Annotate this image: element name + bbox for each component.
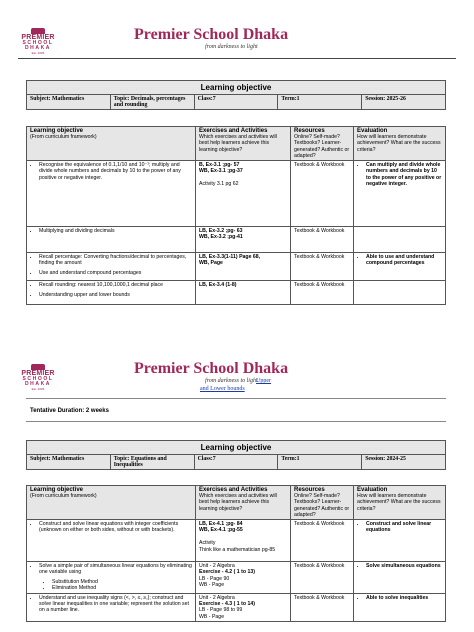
- tentative-duration: Tentative Duration: 2 weeks: [30, 408, 109, 414]
- upper-lower-bounds-link[interactable]: Upper and Lower bounds: [200, 378, 271, 392]
- session-cell: Session: 2025-26: [362, 95, 446, 110]
- school-logo: PREMIER SCHOOL DHAKA Est. 2005: [18, 28, 58, 55]
- school-motto: from darkness to light: [205, 44, 258, 50]
- plan-header-row: Learning objective (From curriculum framework) Exercises and Activities Which exercises and activities will best help learners achieve this learning objective? Resources Online? Self-made? Textbooks? Learner- generated? Authentic or adapted? Evaluation How will learners demonstrate achievement? What are the success criteria?: [27, 486, 446, 520]
- term-cell: Term:1: [278, 95, 362, 110]
- table-row: • Multiplying and dividing decimals LB, Ex-3.2 ;pg- 63 WB, Ex-3.2 ;pg-41 Textbook & Workbook: [27, 227, 446, 253]
- subject-cell: Subject: Mathematics: [27, 95, 111, 110]
- lo-title: Learning objective: [27, 81, 446, 95]
- term-cell: Term:1: [278, 455, 362, 470]
- plan-table: [26, 126, 446, 305]
- topic-cell: Topic: Decimals, percentages and rounding: [110, 95, 194, 110]
- table-row: • Understand and use inequality signs (<, >, ≤, ≥,); construct and solve linear inequalities in one variable; represent the solution set on a number line. Unit - 2 Algebra Exercise - 4.3 ( 1 to 14) LB - Page 98 to 99 WB - Page Textbook & Workbook • Able to solve inequalities: [27, 593, 446, 622]
- meta-table: [26, 80, 446, 110]
- plan-header-row: Learning objective (From curriculum framework) Exercises and Activities Which exercises and activities will best help learners achieve this learning objective? Resources Online? Self-made? Textbooks? Learner- generated? Authentic or adapted? Evaluation How will learners demonstrate achievement? What are the success criteria?: [27, 127, 446, 161]
- table-row: • Recognise the equivalence of 0.1,1/10 and 10⁻¹; multiply and divide whole numbers and decimals by 10 to the power of any positive or negative integer. B, Ex-3.1 ;pg- 57 WB, Ex-3.1 ;pg-37 Activity 3.1 pg 62 Textbook & Workbook • Can multiply and divide whole numbers and decimals by 10 to the power of any positive or negative integer.: [27, 161, 446, 227]
- school-name: Premier School Dhaka: [134, 26, 289, 43]
- school-logo: PREMIER SCHOOL DHAKA Est. 2005: [18, 364, 58, 391]
- topic-cell: Topic: Equations and Inequalities: [110, 455, 194, 470]
- lo-title: Learning objective: [27, 441, 446, 455]
- plan-table: [26, 485, 446, 622]
- header-divider: [18, 58, 456, 59]
- session-cell: Session: 2024-25: [362, 455, 446, 470]
- table-row: • Recall percentage: Converting fractions/decimal to percentages, finding the amount • Use and understand compound percentages LB, Ex-3.3(1-11) Page 68, WB, Page Textbook & Workbook • Able to use and understand compound percentages: [27, 253, 446, 281]
- class-cell: Class:7: [194, 95, 278, 110]
- subject-cell: Subject: Mathematics: [27, 455, 111, 470]
- header-divider: [26, 398, 446, 399]
- duration-divider: [26, 421, 446, 422]
- meta-table: [26, 440, 446, 470]
- table-row: • Recall rounding: nearest 10,100,1000,1 decimal place • Understanding upper and lower bounds LB, Ex-3.4 (1-8) Textbook & Workbook: [27, 281, 446, 305]
- class-cell: Class:7: [194, 455, 278, 470]
- school-name: Premier School Dhaka: [134, 360, 289, 377]
- table-row: • Solve a simple pair of simultaneous linear equations by eliminating one variable using • Substitution Method • Elimination Method Unit - 2 Algebra Exercise - 4.2 ( 1 to 13) LB - Page 90 WB - Page Textbook & Workbook • Solve simultaneous equations: [27, 562, 446, 594]
- table-row: • Construct and solve linear equations with integer coefficients (unknown on either or both sides, without or with brackets). LB, Ex-4.1 ;pg- 84 WB, Ex-4.1 ;pg-55 Activity Think like a mathematician pg-85 Textbook & Workbook • Construct and solve linear equations: [27, 520, 446, 562]
- school-motto: from darkness to light: [205, 378, 258, 384]
